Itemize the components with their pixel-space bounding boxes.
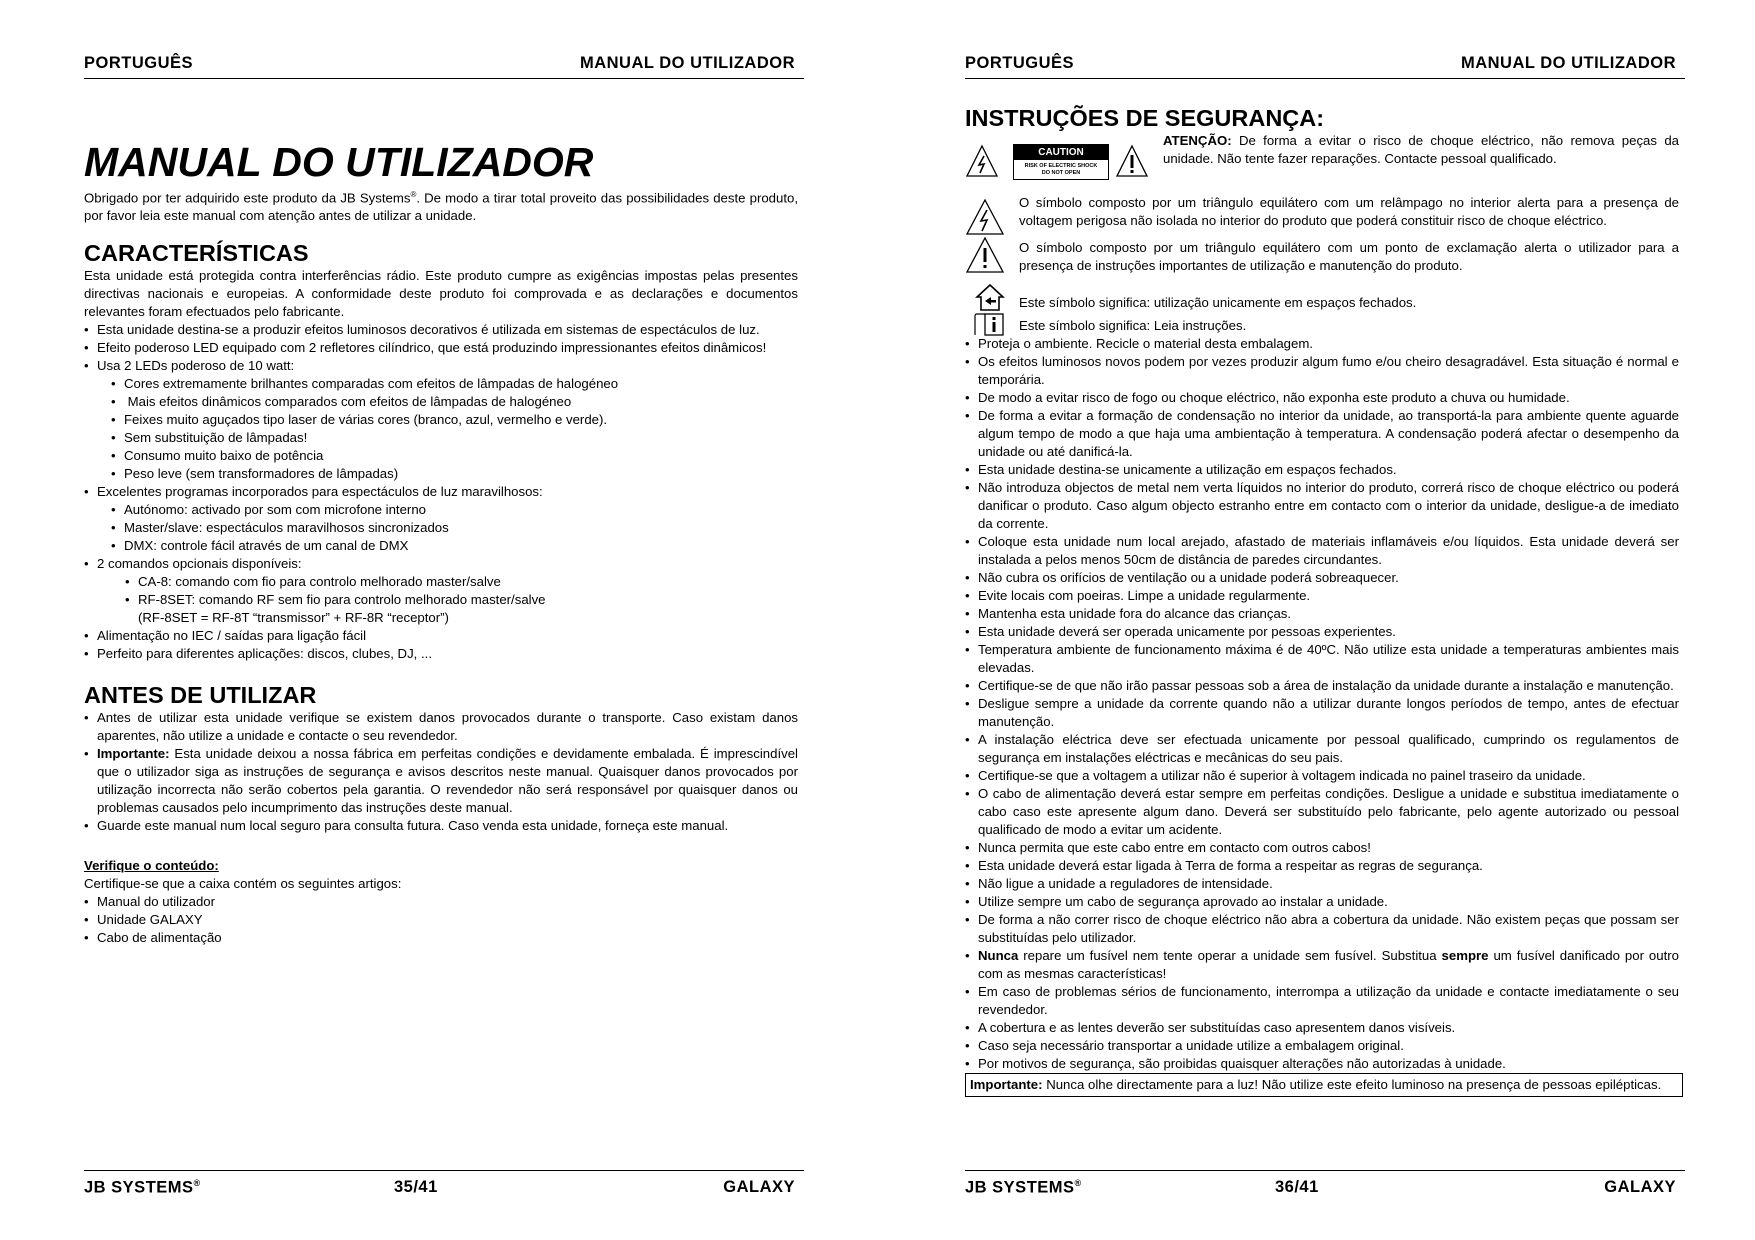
list-item: • Os efeitos luminosos novos podem por vezes produzir algum fumo e/ou cheiro desagradável. Esta situação é normal e temporária. <box>965 353 1679 389</box>
list-item: • Caso seja necessário transportar a unidade utilize a embalagem original. <box>965 1037 1679 1055</box>
page-header <box>965 54 1685 79</box>
list-item: • Certifique-se de que não irão passar pessoas sob a área de instalação da unidade durante a instalação e manutenção. <box>965 677 1679 695</box>
list-item <box>965 947 1679 983</box>
list-item: • Manual do utilizador <box>84 893 798 911</box>
warning-text: De forma a evitar o risco de choque eléctrico, não remova peças da unidade. Não tente fazer reparações. Contacte pessoal qualificado. <box>1163 133 1679 166</box>
list-item <box>84 745 798 817</box>
exclamation-symbol-text: O símbolo composto por um triângulo equilátero com um ponto de exclamação alerta o utilizador para a presença de instruções importantes de utilização e manutenção do produto. <box>1019 240 1679 273</box>
page-number: 35/41 <box>394 1178 438 1196</box>
footer-brand <box>965 1178 1082 1198</box>
list-item: • Peso leve (sem transformadores de lâmpadas) <box>84 465 798 483</box>
list-item: • Esta unidade destina-se unicamente a utilização em espaços fechados. <box>965 461 1679 479</box>
before-use-heading: ANTES DE UTILIZAR <box>84 682 317 709</box>
lightning-symbol-text: O símbolo composto por um triângulo equilátero com um relâmpago no interior alerta para a presença de voltagem perigosa não isolada no interior do produto que poderá constituir risco de choque eléctrico. <box>1019 195 1679 228</box>
list-item: • Proteja o ambiente. Recicle o material desta embalagem. <box>965 335 1679 353</box>
contents-heading: Verifique o conteúdo: <box>84 858 219 874</box>
list-item: • De modo a evitar risco de fogo ou choque eléctrico, não exponha este produto a chuva ou humidade. <box>965 389 1679 407</box>
contents-paragraph: Certifique-se que a caixa contém os seguintes artigos: <box>84 876 402 892</box>
safety-list <box>965 335 1679 1073</box>
list-item: • O cabo de alimentação deverá estar sempre em perfeitas condições. Desligue a unidade e substitua imediatamente o cabo caso este apresente algum dano. Deverá ser substituído pelo fabricante, pelo agente autorizado ou pessoal qualificado de modo a evitar um acidente. <box>965 785 1679 839</box>
warning-label: ATENÇÃO: <box>1163 133 1232 148</box>
contents-list <box>84 893 798 947</box>
footer-brand-text: JB SYSTEMS <box>965 1178 1075 1197</box>
list-item: • Guarde este manual num local seguro para consulta futura. Caso venda esta unidade, forneça este manual. <box>84 817 798 835</box>
list-item: • Feixes muito aguçados tipo laser de várias cores (branco, azul, vermelho e verde). <box>84 411 798 429</box>
important-notice-label: Importante: <box>970 1077 1043 1092</box>
footer-model: GALAXY <box>1604 1178 1676 1196</box>
list-item-continuation: (RF-8SET = RF-8T “transmissor” + RF-8R “receptor”) <box>138 610 449 626</box>
list-item: • Excelentes programas incorporados para espectáculos de luz maravilhosos: <box>84 483 798 501</box>
right-page <box>965 0 1685 1240</box>
list-item: • Antes de utilizar esta unidade verifique se existem danos provocados durante o transporte. Caso existam danos aparentes, não utilize a unidade e contacte o seu revendedor. <box>84 709 798 745</box>
list-item: • Efeito poderoso LED equipado com 2 refletores cilíndrico, que está produzindo impressionantes efeitos dinâmicos! <box>84 339 798 357</box>
fuse-text-2: um fusível danificado por outro com as mesmas características! <box>978 948 1679 981</box>
lightning-triangle-icon <box>965 198 1005 236</box>
list-item: • Mantenha esta unidade fora do alcance das crianças. <box>965 605 1679 623</box>
caution-label: CAUTION <box>1014 145 1108 160</box>
list-item: • Esta unidade deverá estar ligada à Terra de forma a respeitar as regras de segurança. <box>965 857 1679 875</box>
left-body <box>84 138 798 947</box>
list-item: • RF-8SET: comando RF sem fio para controlo melhorado master/salve <box>84 591 798 609</box>
list-item: • 2 comandos opcionais disponíveis: <box>84 555 798 573</box>
list-item: • DMX: controle fácil através de um canal de DMX <box>84 537 798 555</box>
exclamation-symbol-explanation <box>965 239 1679 275</box>
list-item: • Master/slave: espectáculos maravilhosos sincronizados <box>84 519 798 537</box>
caution-label-box <box>1013 144 1109 180</box>
list-item: • A instalação eléctrica deve ser efectuada unicamente por pessoal qualificado, cumprindo os regulamentos de segurança em instalações eléctricas e mecânicas do seu pais. <box>965 731 1679 767</box>
list-item: • Evite locais com poeiras. Limpe a unidade regularmente. <box>965 587 1679 605</box>
list-item: • Utilize sempre um cabo de segurança aprovado ao instalar a unidade. <box>965 893 1679 911</box>
footer-model: GALAXY <box>723 1178 795 1196</box>
header-manual-title: MANUAL DO UTILIZADOR <box>1460 54 1676 72</box>
list-item: • Não cubra os orifícios de ventilação ou a unidade poderá sobreaquecer. <box>965 569 1679 587</box>
footer-reg: ® <box>1074 1178 1082 1188</box>
list-item: • Por motivos de segurança, são proibidas quaisquer alterações não autorizadas à unidade. <box>965 1055 1679 1073</box>
list-item: • Perfeito para diferentes aplicações: discos, clubes, DJ, ... <box>84 645 798 663</box>
read-symbol-text: Este símbolo significa: Leia instruções. <box>1019 318 1247 333</box>
list-item: • Cabo de alimentação <box>84 929 798 947</box>
list-item: • Não introduza objectos de metal nem verta líquidos no interior do produto, correrá risco de choque eléctrico ou poderá danificar o produto. Caso algum objecto estranho entre em contacto com o interior da unidade, desligue-a de imediato da corrente. <box>965 479 1679 533</box>
page-footer <box>965 1170 1685 1201</box>
features-paragraph: Esta unidade está protegida contra interferências rádio. Este produto cumpre as exigências impostas pelas presentes directivas nacionais e europeias. A conformidade deste produto foi comprovada e as declarações e documentos relevantes foram efectuados pelo fabricante. <box>84 268 798 320</box>
list-item: • Temperatura ambiente de funcionamento máxima é de 40ºC. Não utilize esta unidade a temperaturas ambientes mais elevadas. <box>965 641 1679 677</box>
list-item: • CA-8: comando com fio para controlo melhorado master/salve <box>84 573 798 591</box>
list-item: • Não ligue a unidade a reguladores de intensidade. <box>965 875 1679 893</box>
features-list <box>84 321 798 663</box>
exclamation-triangle-icon <box>1115 144 1149 178</box>
exclamation-triangle-icon <box>965 236 1005 274</box>
list-item: • Esta unidade deverá ser operada unicamente por pessoas experientes. <box>965 623 1679 641</box>
page-header <box>84 54 804 79</box>
right-body <box>965 104 1679 1097</box>
intro-text-b: . De modo a tirar total proveito das possibilidades deste produto, por favor leia este manual com atenção antes de utilizar a unidade. <box>84 190 798 224</box>
fuse-text-1: repare um fusível nem tente operar a unidade sem fusível. Substitua <box>1018 948 1442 963</box>
list-item: • Alimentação no IEC / saídas para ligação fácil <box>84 627 798 645</box>
list-item: • Cores extremamente brilhantes comparadas com efeitos de lâmpadas de halogéneo <box>84 375 798 393</box>
fuse-bold-never: Nunca <box>978 948 1019 963</box>
list-item: • De forma a evitar a formação de condensação no interior da unidade, ao transportá-la para ambiente quente aguarde algum tempo de modo a que haja uma ambientação à temperatura. A condensação poderá afectar o desempenho da unidade ou até danificá-la. <box>965 407 1679 461</box>
list-item: • Coloque esta unidade num local arejado, afastado de materiais inflamáveis e/ou líquidos. Esta unidade deverá ser instalada a pelos menos 50cm de distância de paredes circundantes. <box>965 533 1679 569</box>
list-item: • Esta unidade destina-se a produzir efeitos luminosos decorativos é utilizada em sistemas de espectáculos de luz. <box>84 321 798 339</box>
caution-sub2: DO NOT OPEN <box>1041 170 1081 176</box>
header-language: PORTUGUÊS <box>965 54 1075 72</box>
list-item: • Usa 2 LEDs poderoso de 10 watt: <box>84 357 798 375</box>
document-title: MANUAL DO UTILIZADOR <box>84 139 594 185</box>
footer-brand <box>84 1178 201 1198</box>
footer-brand-text: JB SYSTEMS <box>84 1178 194 1197</box>
list-item: • Em caso de problemas sérios de funcionamento, interrompa a utilização da unidade e contacte imediatamente o seu revendedor. <box>965 983 1679 1019</box>
important-notice <box>965 1073 1683 1097</box>
lightning-triangle-icon <box>965 144 999 178</box>
list-item: • Unidade GALAXY <box>84 911 798 929</box>
list-item: • Consumo muito baixo de potência <box>84 447 798 465</box>
fuse-bold-always: sempre <box>1441 948 1489 963</box>
list-item: • Desligue sempre a unidade da corrente quando não a utilizar durante longos períodos de tempo, antes de efectuar manutenção. <box>965 695 1679 731</box>
caution-sub1: RISK OF ELECTRIC SHOCK <box>1024 163 1098 169</box>
list-item: • Certifique-se que a voltagem a utilizar não é superior à voltagem indicada no painel traseiro da unidade. <box>965 767 1679 785</box>
important-text: Esta unidade deixou a nossa fábrica em perfeitas condições e devidamente embalada. É imprescindível que o utilizador siga as instruções de segurança e avisos descritos neste manual. Quaisquer danos provocados por utilização incorrecta não serão cobertos pela garantia. O revendedor não será responsável por quaisquer danos ou problemas causados pelo incumprimento das instruções deste manual. <box>97 746 798 816</box>
page-footer <box>84 1170 804 1201</box>
before-use-list <box>84 709 798 835</box>
indoor-symbol-explanation <box>965 294 1679 312</box>
page-number: 36/41 <box>1275 1178 1319 1196</box>
header-manual-title: MANUAL DO UTILIZADOR <box>579 54 795 72</box>
important-notice-text: Nunca olhe directamente para a luz! Não utilize este efeito luminoso na presença de pessoas epilépticas. <box>1042 1077 1662 1092</box>
left-page <box>84 0 804 1240</box>
list-item: • Nunca permita que este cabo entre em contacto com outros cabos! <box>965 839 1679 857</box>
features-heading: CARACTERÍSTICAS <box>84 240 309 267</box>
list-item: • Autónomo: activado por som com microfone interno <box>84 501 798 519</box>
intro-paragraph <box>84 186 798 225</box>
list-item: • De forma a não correr risco de choque eléctrico não abra a cobertura da unidade. Não existem peças que possam ser substituídas pelo utilizador. <box>965 911 1679 947</box>
warning-paragraph <box>1163 132 1679 168</box>
indoor-symbol-text: Este símbolo significa: utilização unicamente em espaços fechados. <box>1019 295 1417 310</box>
list-item: • A cobertura e as lentes deverão ser substituídas caso apresentem danos visíveis. <box>965 1019 1679 1037</box>
footer-reg: ® <box>193 1178 201 1188</box>
intro-text-a: Obrigado por ter adquirido este produto da JB Systems <box>84 190 411 206</box>
indoor-house-icon <box>975 282 1005 312</box>
important-label: Importante: <box>97 746 170 762</box>
read-instructions-icon <box>973 313 1005 337</box>
caution-block <box>965 132 1679 194</box>
list-item: • Sem substituição de lâmpadas! <box>84 429 798 447</box>
safety-heading: INSTRUÇÕES DE SEGURANÇA: <box>965 105 1325 131</box>
list-item: • Mais efeitos dinâmicos comparados com efeitos de lâmpadas de halogéneo <box>84 393 798 411</box>
header-language: PORTUGUÊS <box>84 54 194 72</box>
registered-mark: ® <box>410 190 417 199</box>
read-symbol-explanation <box>965 317 1679 335</box>
lightning-symbol-explanation <box>965 194 1679 230</box>
